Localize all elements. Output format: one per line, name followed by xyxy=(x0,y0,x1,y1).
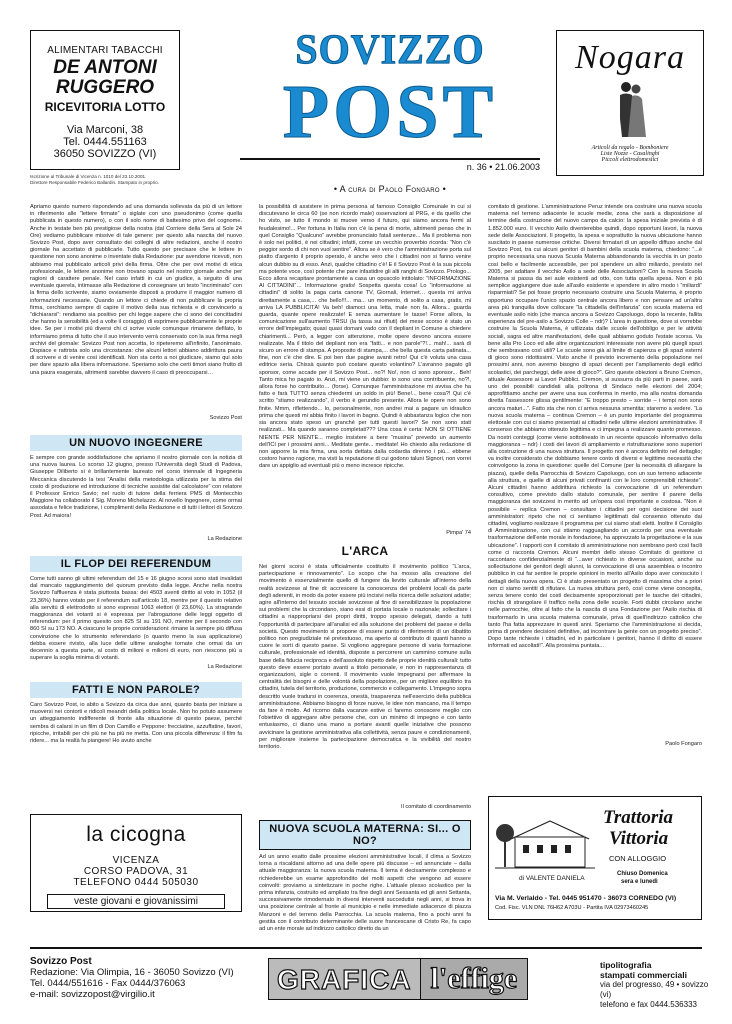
intro-signature: Sovizzo Post xyxy=(209,415,242,421)
intro-article xyxy=(30,204,242,413)
letter-text: la possibilità di assistere in prima persona al famoso Consiglio Comunale in cui si discutevano le circa 60 (se non ricordo male) osservazioni al PRG, e da quello che ho visto, se tutto il mondo si muove verso il futuro, qui siamo ancora fermi al feudalesimo!... Per fortuna in Italia non c'è la pena di morte, altrimenti penso che in quel Consiglio “Qualcuno” avrebbe pronunciato fatali sentenze... Ma il problema non è solo nei politici, è nei cittadini; infatti, come un vecchio proverbio ricorda: “Non c'è peggior sordo di chi non vuol sentire”. Allora se è vero che l'amministrazione porta sul piatto d'argento il proprio operato, è anche vero che i cittadini non si fanno venire alcun dubbio su di esso. Anzi, qualche cittadino c'è! E il Sovizzo Post è la sua piccola ma potente voce, così potente che pare infastidire gli alti ranghi di Sovizzo. Prologo... Ecco allora recapitare prontamente a casa un opuscolo intitolato: “INFORMAZIONE AI CITTADINI”… Informazione gratis! Sospetta questa cosa! Lo “informazione ai cittadini” di solito la paga carta canone TV, Giornali, Internet… questa mi arriva direttamente a casa,... che bello!!!... ma... un momento, di solito a casa, gratis, mi arriva LA PUBBLICITÀ! Va beh! diamoci una letta, male non fa. Allora... guarda guarda, quante opere realizzate! E senza aumentare le tasse! Forse allora, la comunicazione sull'aumento TRSU (la tassa sui rifiuti) del mese scorso è stato un errore dell'impiegato; quasi quasi domani vado con il depliant in Comune a chiedere chiarimenti... Però, a legger con attenzione, molte opere devono ancora essere realizzate. Ma il titolo del depliant non era “fatti... e non parole”?!... mah!... sarà di sicuro un errore di stampa. A proposito di stampa,... che bella questa carta patinata... fine, non c'è che dire. E poi ben due pagine avanti retro! Qui c'è voluta una casa editrice seria. Chissà quanto può costare questo volantino? L'avranno pagato gli sponsor, come accade per il Sovizzo Post... no?! No!, non ci sono sponsor... Beh! Tanto mica ho pagato io. Anzi, mi viene un dubbio: io sono una contribuente, no?!, allora forse ho contribuito… (forse). Comunque l'amministrazione mi avvisa che ha fatto e farà TUTTO senza chiedermi un soldo in più! Bene!... bene cosa?! Qui c'è scritto “stiamo realizzando”, il verbo è gerundio presente. Allora le opere non sono finite. Mmm, riflettendo... lo, personalmente, non andrei mai a pagare un idraulico prima che questi mi abbia finito i lavori in bagno. Quindi è abbastanza logico che non sia ancora stato speso un granché per tutti questi lavori? Se non sono stati realizzati... Ma quando saranno completati??? Una cosa è certa: NON SI OTTIENE NIENTE PER NIENTE... meglio insistere a bere “musina” prevedo un aumento dell'ICI per i prossimi anni... Meditate gente... meditate! Ho chiesto alla redazione di non apporre la mia firma, una sorta dettata dalla codardia direnno i più... ebbene costoro hanno ragione, ma visti la reputazione di cui godono taluni Signori, non vorrei dare un appiglio ad eventuali più o meno incresce ripicche. xyxy=(259,204,471,470)
footer-r1: tipolitografia xyxy=(600,960,652,970)
grafica-effige-logo xyxy=(268,958,586,1002)
footer-line2: Tel. 0444/551616 - Fax 0444/376063 xyxy=(30,978,186,989)
headline-flop-referendum: IL FLOP DEI REFERENDUM xyxy=(30,556,242,572)
footer-line1: Redazione: Via Olimpia, 16 - 36050 Sovizzo (VI) xyxy=(30,967,234,978)
ad-trattoria-sub: CON ALLOGGIO xyxy=(609,854,667,863)
article-fatti-text: Caro Sovizzo Post, io abito a Sovizzo da circa due anni, quanto basta per iniziare a muoversi nei contorti e ridicoli meandri della politica locale. Non ho potuto assumere un atteggiamento indifferente di fronte alla situazione di questo paese, perché sembra di calarsi in un film di Don Camillo e Peppone: frecciatine, azzuffatine, favori, ripicche, irritabili per chi più ne ha più ne metta. Con una piccola differenza: il film fa ridere... ma la realtà fa piangere! Ho avuto anche xyxy=(30,702,242,745)
ad-nogara xyxy=(556,30,704,176)
ad-alimentari-addr3: 36050 SOVIZZO (VI) xyxy=(53,148,157,160)
column-2 xyxy=(259,204,471,940)
ad-alimentari xyxy=(30,30,180,170)
headline-fatti-non-parole: FATTI E NON PAROLE? xyxy=(30,682,242,698)
ad-cicogna xyxy=(30,814,242,912)
article-scuola xyxy=(259,854,471,940)
ad-trattoria-address: Via M. Verlaldo - Tel. 0445 951470 - 36073 CORNEDO (VI) xyxy=(495,895,677,902)
letter-signature: Pimpa' 74 xyxy=(446,530,471,536)
ad-cicogna-logo: la cicogna xyxy=(86,823,186,846)
curator-line: • A cura di Paolo Fongaro • xyxy=(333,184,447,194)
footer-left xyxy=(30,956,260,1000)
masthead-word1: SOVIZZO xyxy=(295,25,485,74)
column-1 xyxy=(30,204,242,760)
ad-cicogna-tagline: veste giovani e giovanissimi xyxy=(47,894,225,909)
article-scuola-continued-text: comitato di gestione. L'amministrazione Peruz intende ora costruire una nuova scuola materna nel terreno adiacente le scuole medie, zona che sarà a disposizione al termine della costruzione del nuovo campo da calcio: la spesa iniziale prevista è di 1.852.000 euro. Il vecchio Asilo diventerebbe quindi, dopo opportuni lavori, la nuova sede delle Associazioni. Il progetto, la spesa e soprattutto la nuova ubicazione hanno suscitato in paese numerose critiche. Diversi firmatari di un appello diffuso anche dal Sovizzo Post, tra cui alcuni genitori di bambini della scuola materna, chiedono: “...è proprio necessaria una nuova Scuola Materna abbandonando la vecchia in un posto così bello e facilmente accessibile, per poi spendere un altro miliardo, previsto nel 2005, per adattare il vecchio Asilo a sede delle Associazioni? Con la nuova Scuola Materna si passa da sei aule esistenti ad otto, con tutta quella spesa. Non è più semplice aggiungere due aule all'asilo esistente e spendere in altro modo i “miliardi” risparmiati? Se poi fosse proprio necessario costruire una Scuola Materna, è proprio opportuno occupare l'unico spazio centrale ancora libero e non pensare ad un'altra area più tranquilla dove collocare “la cittadella dell'infanzia” con scuola materna ed eventuale asilo nido (che manca ancora a Sovizzo Capoluogo, dopo la recente, fallita esperienza del pre-asilo a Sovizzo Colle – ndr)? L'area in questione, dove si vorrebbe costruire la Scuola Materna, è utilizzata dalle scuole dell'obbligo e per le attività sociali, sagra ed altre manifestazioni, delle quali abbiamo goduto l'estate scorsa. Va bene alla Pro Loco ed alle altre organizzazioni interessate non avere più quegli spazi che sembravano così utili? Le scuole sono già al limite di capienza e gli spazi esterni di gioco sono ridottissimi. Visto anche il previsto incremento della popolazione nei prossimi anni, non avremo bisogno di spazi decenti per l'ampliamento degli edifici scolastici, dei parcheggi, delle aree di gioco?”. Giro queste obiezioni a Bruno Cremon, attuale Assessore ai Lavori Pubblici. Cremon, si sussurra da più parti in paese, sarà uno dei possibili candidati alla poltrona di Sindaco nelle elezioni del 2004; approfittiamo anche per avere una sua conferma in merito, ma alla nostra domanda diretta l'assessore glissa gentilmente: “E troppo presto – sorride – i tempi non sono ancora maturi...”. Fatto sta che non ci arriva nessuna smentita: staremo a vedere. “La nuova scuola materna – continua Cremon – è un punto importante del programma elettorale con cui ci siamo presentati ai cittadini nelle ultime elezioni amministrative. Il consenso che abbiamo ottenuto legittima e ci impegna a realizzare quanto promesso. Da nostri conteggi (come viene sottolineato in un recente opuscolo informativo della maggioranza – ndr) i costi dei lavori di ampliamento e ristrutturazione sono superiori alla costruzione di una nuova struttura. Il progetto non è ancora definito nel dettaglio; va inoltre considerato che dobbiamo tenere conto di diversi e legittime necessità che coinvolgono la zona in questione: quelle del Comune (per la necessità di allargare la piazza), quelle della Parrocchia di Sovizzo Capoluogo, con un suo terreno adiacente alla struttura, e quelle di alcuni privati confinanti con le loro comprensibili richieste”. Alcuni cittadini hanno addirittura richiesto la convocazione di un referendum consultivo, come previsto dallo statuto comunale, per sentire il parere della maggioranza dei sovizzesi in merito ad un'opera così importante e costosa. “Non è possibile – replica Cremon – consultare i cittadini per ogni decisione dei suoi amministratori: ripeto che noi ci sentiamo legittimati dal consenso ottenuto dai cittadini, vogliamo realizzare il programma per cui siamo stati eletti. Inoltre il Consiglio di Amministrazione, con cui stiamo ragguagliando un accordo per una eventuale trasformazione dell'ente morale in fondazione, ha apprezzato la progettazione e la sua ubicazione”. I rapporti con il comitato di amministrazione non sembrano però così facili come ci racconta Cremon. Alcuni membri dello stesso Comitato di gestione ci raccontano confidenzialmente di “...aver richiesto in diverse occasioni, anche su sollecitazione dei genitori degli alunni, la convocazione di una assemblea o incontro pubblico in cui far sentire le proprie opinioni in merito all'Asilo dopo aver conosciuto i dettagli della nuova opera. Ci è stato presentato un progetto di massima che a priori non ci siamo sentiti di rifiutare. La nuova struttura però, così come viene concepita, senza tenere conto dei costi decisamente sproporzionati per le tasche dei cittadini, rischia di strangolare il traffico nella zona delle scuole. Forti dubbi circolano anche nelle parrocchie, oltre al fatto che la nascita di una Fondazione per l'Asilo rischia di trasformarlo in una scuola materna comunale, priva di quell'indirizzo cattolico che tanto l'ha fatta apprezzare in questi anni. Speriamo che l'amministrazione si decida, prima di prendere decisioni definitive, ad incontrare la gente con un progetto preciso”. Dopo tante richieste i cittadini, ed in particolare i genitori, hanno il diritto di essere informati ed ascoltati!”. Alla prossima puntata... xyxy=(488,204,702,650)
masthead-rule xyxy=(240,158,540,160)
footer-r2: stampati commerciali xyxy=(600,970,687,980)
ad-trattoria-title1: Trattoria xyxy=(603,807,674,828)
footer-r4: telefono e fax 0444.536333 xyxy=(600,1000,697,1009)
ad-trattoria-closed2: sera e lunedì xyxy=(621,879,658,885)
footer-rule xyxy=(30,947,702,949)
ad-nogara-line1: Articoli da regalo - Bomboniere xyxy=(591,145,669,151)
ad-cicogna-line3: TELEFONO 0444 505030 xyxy=(73,877,199,888)
article-arca-signature: Il comitato di coordinamento xyxy=(401,804,471,810)
ad-alimentari-addr1: Via Marconi, 38 xyxy=(66,124,144,136)
headline-arca: L'ARCA xyxy=(341,544,389,558)
column-3 xyxy=(488,204,702,747)
ad-trattoria-owner: di VALENTE DANIELA xyxy=(519,875,585,882)
couple-figurine-icon xyxy=(610,79,650,139)
ad-nogara-line3: Piccoli elettrodomestici xyxy=(601,157,659,163)
ad-alimentari-name2: RUGGERO xyxy=(55,77,155,98)
ad-alimentari-name1: DE ANTONI xyxy=(53,57,157,78)
ad-alimentari-addr2: Tel. 0444.551163 xyxy=(63,136,147,148)
ad-trattoria-title2: Vittoria xyxy=(609,828,669,849)
masthead-word2: POST xyxy=(282,70,498,154)
letter-article xyxy=(259,204,471,528)
footer-line3: e-mail: sovizzopost@virgilio.it xyxy=(30,989,155,1000)
intro-text: Apriamo questo numero rispondendo ad una domanda sollevata da più di un lettore in riferimento alle “lettere firmate” o siglate con uno pseudonimo (come quella pubblicata in questo numero), o con il solo nome di battesimo privo del cognome. Anche in testate ben più prestigiose della nostra (dal Corriere della Sera al Sole 24 Ore) vediamo pubblicare missive di tale genere: per questo alla nascita del nuovo Sovizzo Post, dopo aver consultato dei colleghi di altre redazioni, anche il nostro giornale ha accettato di pubblicarle. Tutto questo per precisare che le lettere in questione non sono anonime o inventate dalla Redazione: pur avendone ricevuti, non abbiamo mai pubblicato articoli privi della firma. Oltre che per ovvi motivi di etica professionale, le lettere anonime non trovano spazio nel nostro giornale anche per ragioni di carattere penale. Nel caso infatti in cui un giudice, a seguito di una eventuale querela, intimasse alla Redazione di consegnare un testo “incriminato” con la firma dello scrivente, siamo ovviamente disposti a produrre il maggior numero di informazioni necessarie. Quando un lettore ci chiede di non pubblicare la propria firma, cerchiamo sempre di capire il motivo della sua richiesta e di convincerlo a “dichiararsi”: rendiamo sia positivo per chi legge sapere che ci sono dei concittadini che hanno la sensibilità (ed a volte il coraggio) di esprimere pubblicamente le proprie idee. Se per i motivi più diversi chi ci scrive vuole comunque rimanere defilato, lo informiamo prima di tutto che il suo intervento verrà conservato con la sua firma negli archivi del giornale: Sovizzo Post non accetta, lo ripeteremo all'infinito, l'anonimato. Dispiace e rattrista solo una circostanza: che alcuni lettori abbiano addirittura paura di scrivere e di venire così identificati. Non sta certo a noi giudicare, siamo qui solo per dare spazio alla libera informazione. Speriamo solo che certi timori siano frutto di una paura esagerata, altrimenti sarebbe davvero il caso di preoccuparsi… xyxy=(30,204,242,376)
ad-cicogna-line2: CORSO PADOVA, 31 xyxy=(83,866,189,877)
registration-note xyxy=(30,174,200,186)
ad-trattoria-codes: Cod. Fisc. VLN DNL 76H62 A703U - Partita IVA 02973460245 xyxy=(495,905,649,911)
ad-trattoria-closed1: Chiuso Domenica xyxy=(617,871,668,877)
building-illustration-icon xyxy=(495,811,595,871)
ad-nogara-line2: Liste Nozze - Casalinghi xyxy=(600,151,660,157)
article-scuola-continued xyxy=(488,204,702,739)
article-ingegnere xyxy=(30,455,242,534)
article-arca xyxy=(259,564,471,802)
registration-line2: Direttore Responsabile Federico Ballardin. Stampato in proprio. xyxy=(30,179,159,185)
article-scuola-text: Ad un anno esatto dalle prossime elezioni amministrative locali, il clima a Sovizzo torna a riscaldarsi attorno ad una delle opere più discusse – ed annunciate – dalla attuale maggioranza: la nuova scuola materna. Il tema è decisamente complesso e richiederebbe un esame approfondito dei molti aspetti che vengono ad essere coinvolti: proviamo a sintetizzare in poche righe. L'attuale plesso scolastico per la prima infanzia, costruito ed ampliato tra fine degli anni Sessanta ed gli anni Settanta, successivamente rimodernato in diversi interventi succedutisi negli anni, si trova in una posizione centrale al fronte al municipio e nelle immediate adiacenze di piazza Manzoni e del terreno della Parrocchia. La scuola materna, fino a pochi anni fa gestita con il contributo determinante delle suore francescane di Cristo Re, fa capo ad un ente morale ad indirizzo cattolico diretto da un xyxy=(259,854,471,933)
article-referendum-signature: La Redazione xyxy=(207,664,242,670)
article-arca-text: Nei giorni scorsi è stata ufficialmente costituito il movimento politico “L'arca, partecipazione e rinnovamento”. Lo scopo che ha mosso alla creazione del movimento è essenzialmente quello di fungere da lievito culturale all'interno della realtà sovizzese al fine di: accrescere la conoscenza dei problemi locali da parte degli aderenti, in modo da poter essere più incisivi nella ricerca delle soluzioni adatte; agire all'interno del tessuto sociale sovizzese al fine di sensibilizzare la popolazione sui problemi che la circondano, siano essi di portata locale o nazionale; sollecitare i cittadini a riappropriarsi dei propri diritti, troppo spesso delegati, dando a tutti l'opportunità di partecipare all'analisi ed alla soluzione dei problemi del paese e della società. Questo movimento si propone di essere punto di riferimento di un dibattito politico non pregiudiziale né pretestuoso, ma aperto al contributo di quanti hanno a cuore le sorti di questo paese. Si vogliono aggregare persone di varia formazione culturale, professionale ed identità, disposte a percorrere un cammino comune sulla base della fiducia reciproca e dell'assoluto rispetto delle proprie identità culturali: tutto questo deve essere portato avanti a titolo personale, e non in rappresentanza di organizzazioni, sigle o correnti. Il movimento vuole impegnarsi per affermare la centralità dei bisogni e delle volontà della popolazione, per un migliore equilibrio tra cittadini, tutela del territorio, produzione, commercio e collegamento. L'impegno sopra descritto vuole tradursi in coerenza, onestà, trasparenza nell'esercizio della pubblica amministrazione. Abbiamo bisogno di forze nuove, le idee non mancano, ma il tempo da fare è molto. Ad ricorno dalla vacanze estive ci faremo conoscere meglio con l'obiettivo di aggregare altre persone che, con un minimo di impegno e con tanto entusiasmo, ci diano una mano a portare avanti quelle iniziative che possono avvicinare la gestione amministrativa alla collettività, senza paure e condizionamenti, per migliorare insieme la partecipazione democratica e la vivibilità del nostro territorio. xyxy=(259,564,471,751)
article-referendum-text: Come tutti sanno gli ultimi referendum del 15 e 16 giugno scorsi sono stati invalidati dal mancato raggiungimento del quorum previsto dalla legge. Anche nella nostra Sovizzo l'affluenza è stata piuttosta bassa: dei 4503 aventi diritto al voto in 1052 (il 23,36%) hanno votato per il referendum sull'articolo 18, mentre per il quesito relativo alla servitù di elettrodotto si sono espressi 1063 elettori (il 23,60%). La stragrande maggioranza dei votanti si è espressa per l'abrogazione delle leggi oggetto di referendum: per il primo quesito con 825 SI su 191 NO, mentre per il secondo con 860 SI su 173 NO. A ciascuno le proprie considerazioni: rimane la sempre più diffusa convinzione che lo strumento referendario (o quanto meno la sua applicazione) debba essere rivisto, alla luce delle ultime analoghe tornate che ormai da un decennio a questa parte, al costo di milioni e milioni di euro, non riescono più a superare la soglia minima di votanti. xyxy=(30,576,242,662)
effige-logo-text: l'effige xyxy=(421,958,529,1000)
grafica-logo-text: GRAFICA xyxy=(268,958,421,1000)
footer-r3: via del progresso, 49 • sovizzo (vi) xyxy=(600,980,709,999)
footer-right xyxy=(600,960,710,1010)
masthead xyxy=(236,25,544,178)
ad-alimentari-line3: RICEVITORIA LOTTO xyxy=(44,100,166,114)
issue-number: n. 36 • 21.06.2003 xyxy=(466,162,540,172)
article-ingegnere-text: È sempre con grande soddisfazione che apriamo il nostro giornale con la notizia di una nuova laurea. Lo scorso 12 giugno, presso l'Università degli Studi di Padova, Giuseppe Diliberto si è brillantemente laureato nel corso triennale di Ingegneria Meccanica discutendo la tesi “Analisi della metodologia utilizzata per la stima del costo di produzione ed introduzione di tecniche assistite dal calcolatore” con relatore il Professor Enrico Savio; nel ruolo di tutore della ferriera PMS di Montecchio Maggiore ha collaborato il Sig. Moreno Michelazzo. Al novello Ingegnere, come ormai assodata e felice tradizione, i complimenti della Redazione e di tutti i lettori di Sovizzo Post. Ad maiora! xyxy=(30,455,242,519)
headline-nuovo-ingegnere: UN NUOVO INGEGNERE xyxy=(30,435,242,451)
ad-nogara-brand: Nogara xyxy=(575,39,685,76)
article-referendum xyxy=(30,576,242,662)
ad-trattoria xyxy=(488,796,702,920)
headline-scuola-materna: NUOVA SCUOLA MATERNA: SI... O NO? xyxy=(259,820,471,850)
article-scuola-signature: Paolo Fongaro xyxy=(665,741,702,747)
article-fatti xyxy=(30,702,242,760)
ad-alimentari-line1: ALIMENTARI TABACCHI xyxy=(47,45,163,56)
footer-title: Sovizzo Post xyxy=(30,956,92,967)
ad-cicogna-line1: VICENZA xyxy=(112,855,160,866)
article-ingegnere-signature: La Redazione xyxy=(207,536,242,542)
registration-line1: Iscrizione al Tribunale di Vicenza n. 1010 del 23.10.2001. xyxy=(30,174,147,179)
